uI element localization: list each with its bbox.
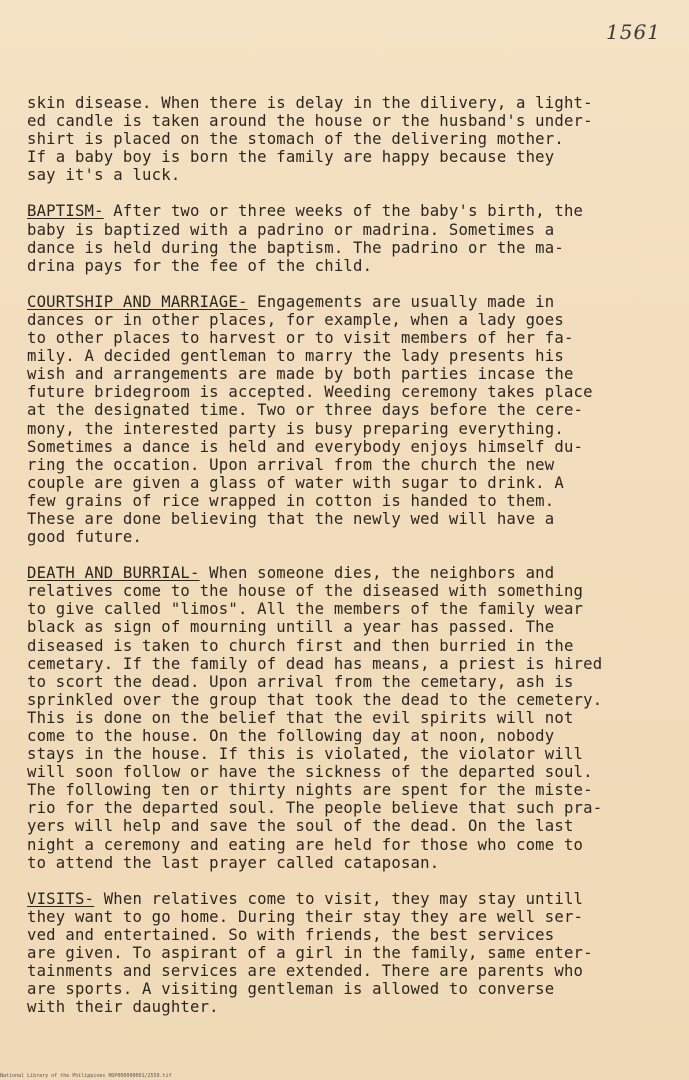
text-line (27, 836, 667, 854)
line-text: to scort the dead. Upon arrival from the cemetary, ash is (27, 672, 574, 691)
paragraph (27, 564, 667, 872)
line-text: This is done on the belief that the evil spirits will not (27, 708, 574, 727)
paragraph (27, 890, 667, 1017)
text-line (27, 582, 667, 600)
line-text: good future. (27, 528, 143, 547)
line-text: sprinkled over the group that took the dead to the cemetery. (27, 690, 603, 709)
line-text: with their daughter. (27, 998, 219, 1017)
line-text: mony, the interested party is busy preparing everything. (27, 419, 564, 438)
text-line (27, 239, 667, 257)
line-text: dance is held during the baptism. The padrino or the ma- (27, 238, 564, 257)
text-line (27, 221, 667, 239)
line-text: to other places to harvest or to visit members of her fa- (27, 329, 574, 348)
text-line (27, 763, 667, 781)
line-text: are given. To aspirant of a girl in the family, same enter- (27, 944, 593, 963)
text-line (27, 637, 667, 655)
line-text: If a baby boy is born the family are happy because they (27, 148, 555, 167)
text-line (27, 474, 667, 492)
line-text: rio for the departed soul. The people believe that such pra- (27, 799, 603, 818)
text-line (27, 420, 667, 438)
text-line (27, 600, 667, 618)
text-line (27, 962, 667, 980)
text-line (27, 311, 667, 329)
line-text: at the designated time. Two or three days before the cere- (27, 401, 584, 420)
section-heading: BAPTISM- (27, 202, 104, 221)
text-line (27, 130, 667, 148)
text-line (27, 112, 667, 130)
line-text: night a ceremony and eating are held for those who come to (27, 835, 584, 854)
paragraph (27, 94, 667, 184)
line-text: dances or in other places, for example, when a lady goes (27, 310, 564, 329)
text-line (27, 293, 667, 311)
text-line (27, 908, 667, 926)
line-text: Sometimes a dance is held and everybody enjoys himself du- (27, 437, 584, 456)
line-text: These are done believing that the newly wed will have a (27, 509, 555, 528)
line-text: are sports. A visiting gentleman is allowed to converse (27, 980, 555, 999)
text-line (27, 365, 667, 383)
text-line (27, 980, 667, 998)
text-line (27, 401, 667, 419)
text-line (27, 691, 667, 709)
text-line (27, 709, 667, 727)
text-line (27, 492, 667, 510)
line-text: cemetary. If the family of dead has means, a priest is hired (27, 654, 603, 673)
text-line (27, 745, 667, 763)
text-line (27, 799, 667, 817)
line-text: ved and entertained. So with friends, the best services (27, 925, 555, 944)
text-line (27, 998, 667, 1016)
line-text: When someone dies, the neighbors and (199, 564, 555, 583)
line-text: tainments and services are extended. There are parents who (27, 962, 584, 981)
line-text: The following ten or thirty nights are spent for the miste- (27, 781, 593, 800)
text-line (27, 727, 667, 745)
line-text: skin disease. When there is delay in the dilivery, a light- (27, 94, 593, 112)
text-line (27, 673, 667, 691)
paragraph (27, 293, 667, 546)
line-text: few grains of rice wrapped in cotton is handed to them. (27, 491, 555, 510)
text-line (27, 854, 667, 872)
line-text: shirt is placed on the stomach of the delivering mother. (27, 130, 564, 149)
line-text: come to the house. On the following day at noon, nobody (27, 727, 555, 745)
paragraph (27, 202, 667, 274)
text-line (27, 926, 667, 944)
line-text: Engagements are usually made in (247, 292, 555, 311)
text-line (27, 618, 667, 636)
line-text: future bridegroom is accepted. Weeding ceremony takes place (27, 383, 593, 402)
text-line (27, 257, 667, 275)
page-number: 1561 (606, 20, 661, 44)
text-line (27, 148, 667, 166)
line-text: couple are given a glass of water with sugar to drink. A (27, 473, 564, 492)
line-text: yers will help and save the soul of the dead. On the last (27, 817, 574, 836)
line-text: black as sign of mourning untill a year has passed. The (27, 618, 555, 637)
text-line (27, 438, 667, 456)
line-text: stays in the house. If this is violated, the violator will (27, 745, 584, 764)
line-text: say it's a luck. (27, 166, 181, 185)
text-line (27, 944, 667, 962)
text-line (27, 94, 667, 112)
line-text: After two or three weeks of the baby's birth, the (103, 202, 584, 221)
text-line (27, 329, 667, 347)
text-line (27, 817, 667, 835)
line-text: relatives come to the house of the diseased with something (27, 582, 584, 601)
line-text: to attend the last prayer called cataposan. (27, 853, 440, 872)
line-text: diseased is taken to church first and then burried in the (27, 636, 574, 655)
line-text: baby is baptized with a padrino or madrina. Sometimes a (27, 220, 555, 239)
text-line (27, 890, 667, 908)
line-text: they want to go home. During their stay they are well ser- (27, 907, 584, 926)
line-text: ed candle is taken around the house or the husband's under- (27, 112, 593, 131)
line-text: drina pays for the fee of the child. (27, 256, 373, 275)
text-line (27, 202, 667, 220)
scan-footer: National Library of the Philippines HDP000000001/2559.tif (0, 1073, 172, 1079)
line-text: wish and arrangements are made by both parties incase the (27, 365, 574, 384)
text-line (27, 383, 667, 401)
text-line (27, 166, 667, 184)
line-text: to give called "limos". All the members of the family wear (27, 600, 584, 619)
text-line (27, 456, 667, 474)
section-heading: COURTSHIP AND MARRIAGE- (27, 292, 248, 311)
text-line (27, 347, 667, 365)
line-text: mily. A decided gentleman to marry the lady presents his (27, 347, 564, 366)
document-body (27, 94, 667, 1034)
text-line (27, 510, 667, 528)
line-text: ring the occation. Upon arrival from the church the new (27, 455, 555, 474)
text-line (27, 655, 667, 673)
section-heading: DEATH AND BURRIAL- (27, 564, 200, 583)
line-text: will soon follow or have the sickness of the departed soul. (27, 763, 593, 782)
text-line (27, 781, 667, 799)
text-line (27, 528, 667, 546)
line-text: When relatives come to visit, they may stay untill (94, 889, 584, 908)
section-heading: VISITS- (27, 889, 95, 908)
text-line (27, 564, 667, 582)
